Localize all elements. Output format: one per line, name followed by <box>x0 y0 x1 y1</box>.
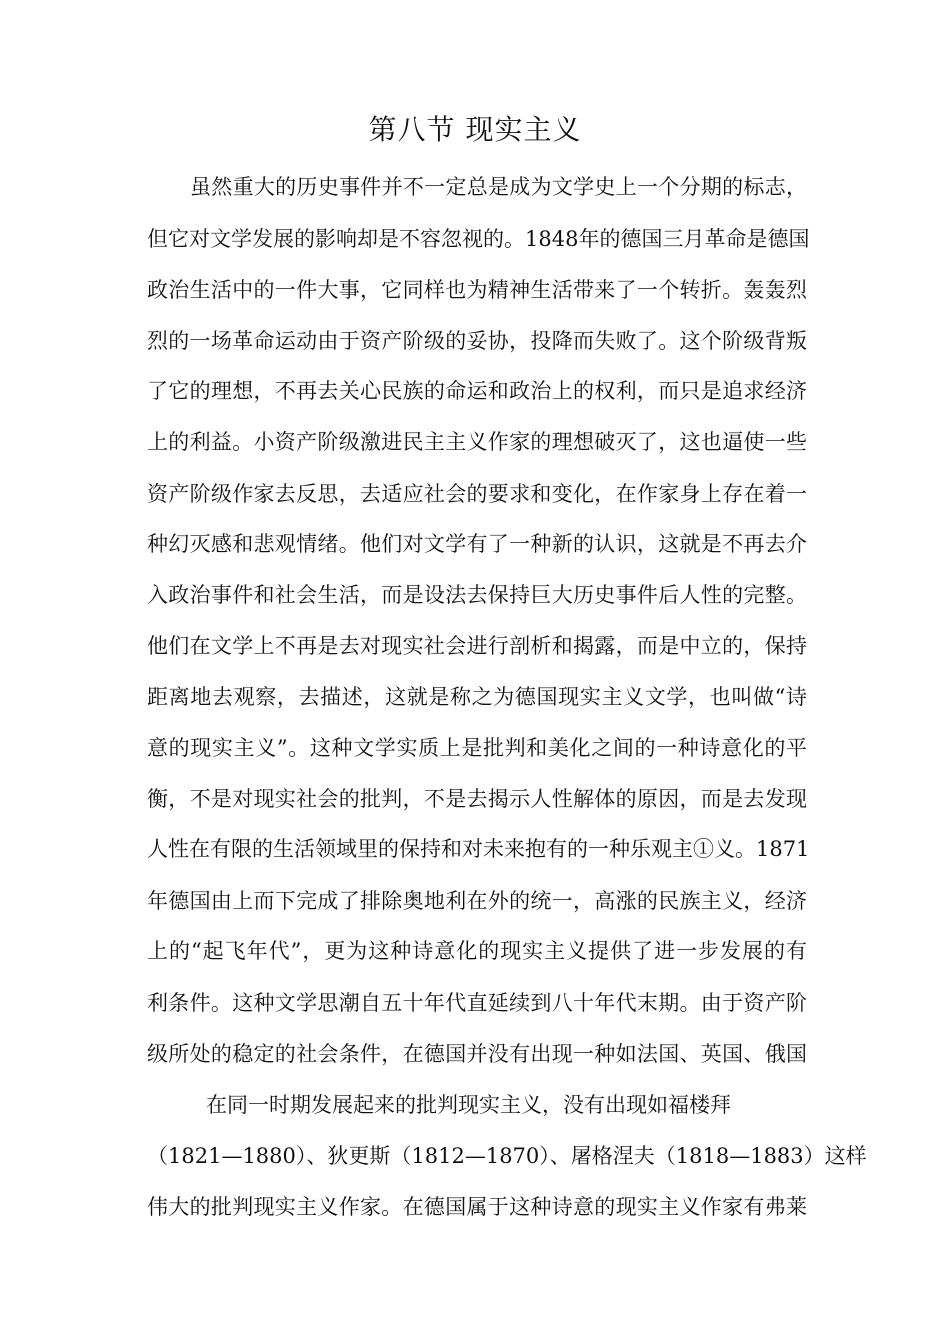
text-line: 距离地去观察，去描述，这就是称之为德国现实主义文学，也叫做“诗 <box>147 685 807 709</box>
text-line: 上的“起飞年代”，更为这种诗意化的现实主义提供了进一步发展的有 <box>147 939 807 963</box>
text-line: 烈的一场革命运动由于资产阶级的妥协，投降而失败了。这个阶级背叛 <box>147 329 807 353</box>
text-line: 利条件。这种文学思潮自五十年代直延续到八十年代末期。由于资产阶 <box>147 991 807 1015</box>
text-line: 级所处的稳定的社会条件，在德国并没有出现一种如法国、英国、俄国 <box>147 1042 807 1066</box>
text-line: 入政治事件和社会生活，而是设法去保持巨大历史事件后人性的完整。 <box>147 583 807 607</box>
text-line: 人性在有限的生活领域里的保持和对未来抱有的一种乐观主①义。1871 <box>147 837 810 861</box>
text-line: 资产阶级作家去反思，去适应社会的要求和变化，在作家身上存在着一 <box>147 482 807 506</box>
text-line: 他们在文学上不再是去对现实社会进行剖析和揭露，而是中立的，保持 <box>147 634 807 658</box>
text-line: 伟大的批判现实主义作家。在德国属于这种诗意的现实主义作家有弗莱 <box>147 1195 807 1219</box>
section-title: 第八节 现实主义 <box>368 113 582 146</box>
text-line: （1821—1880）、狄更斯（1812—1870）、屠格涅夫（1818—1883）这样 <box>147 1144 867 1168</box>
text-line: 在同一时期发展起来的批判现实主义，没有出现如福楼拜 <box>206 1093 731 1117</box>
text-line: 上的利益。小资产阶级激进民主主义作家的理想破灭了，这也逼使一些 <box>147 430 807 454</box>
text-line: 意的现实主义”。这种文学实质上是批判和美化之间的一种诗意化的平 <box>147 736 807 760</box>
text-line: 衡，不是对现实社会的批判，不是去揭示人性解体的原因，而是去发现 <box>147 787 807 811</box>
text-line: 了它的理想，不再去关心民族的命运和政治上的权利，而只是追求经济 <box>147 379 807 403</box>
text-line: 年德国由上而下完成了排除奥地利在外的统一，高涨的民族主义，经济 <box>147 889 807 913</box>
text-line: 种幻灭感和悲观情绪。他们对文学有了一种新的认识，这就是不再去介 <box>147 532 807 556</box>
text-line: 政治生活中的一件大事，它同样也为精神生活带来了一个转折。轰轰烈 <box>147 278 807 302</box>
text-line: 虽然重大的历史事件并不一定总是成为文学史上一个分期的标志， <box>190 175 807 199</box>
text-line: 但它对文学发展的影响却是不容忽视的。1848年的德国三月革命是德国 <box>147 227 810 251</box>
